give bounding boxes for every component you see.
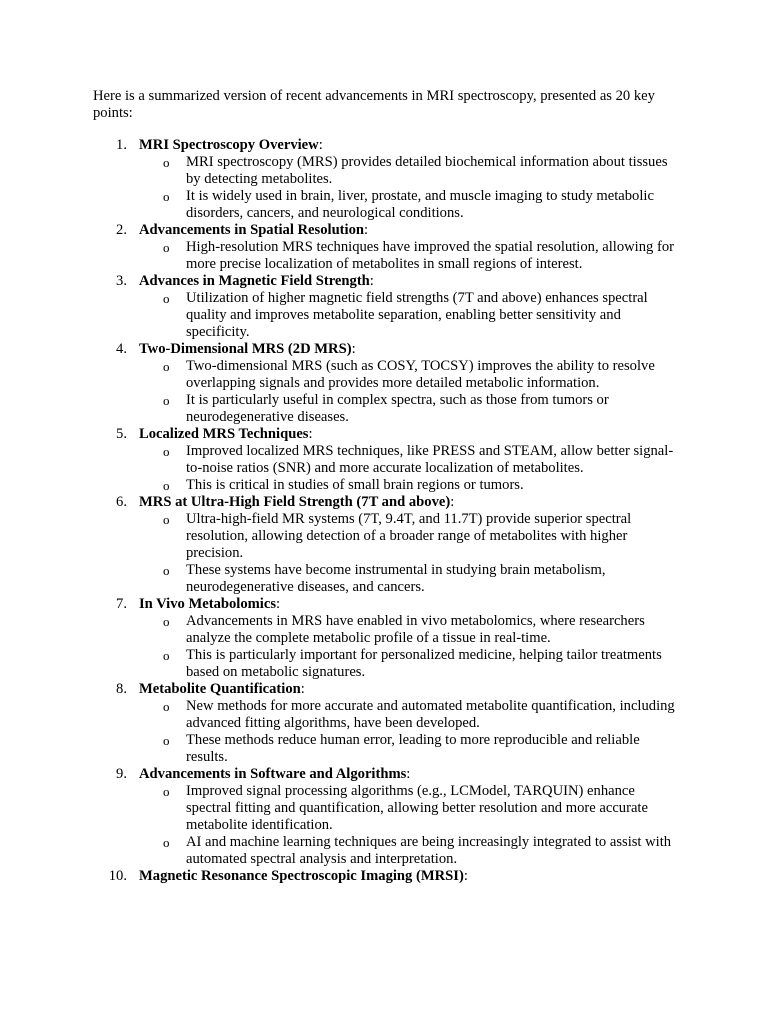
sub-point-list [0, 358, 768, 426]
key-point-title: MRS at Ultra-High Field Strength (7T and above) [139, 494, 451, 510]
key-point-number: 8. [116, 681, 127, 697]
bullet-icon: o [163, 512, 170, 527]
sub-point-item [163, 562, 676, 596]
sub-point-text: Improved localized MRS techniques, like PRESS and STEAM, allow better signal-to-noise ratios (SNR) and more accurate localization of metabolites. [186, 443, 674, 476]
sub-point-text: It is particularly useful in complex spectra, such as those from tumors or neurodegenerative diseases. [186, 392, 609, 425]
sub-point-item [163, 443, 676, 477]
bullet-icon: o [163, 563, 170, 578]
sub-point-text: Ultra-high-field MR systems (7T, 9.4T, and 11.7T) provide superior spectral resolution, allowing detection of a broader range of metabolites with higher precision. [186, 511, 632, 561]
key-point-item [0, 137, 768, 222]
key-point-title: Two-Dimensional MRS (2D MRS) [139, 341, 352, 357]
key-point-heading [139, 494, 768, 511]
sub-point-text: Two-dimensional MRS (such as COSY, TOCSY) improves the ability to resolve overlapping signals and provides more detailed metabolic information. [186, 358, 655, 391]
sub-point-item [163, 358, 676, 392]
key-point-heading [139, 868, 768, 885]
sub-point-item [163, 732, 676, 766]
key-point-title: MRI Spectroscopy Overview [139, 137, 319, 153]
sub-point-item [163, 290, 676, 341]
bullet-icon: o [163, 444, 170, 459]
key-point-heading [139, 341, 768, 358]
sub-point-text: This is particularly important for personalized medicine, helping tailor treatments based on metabolic signatures. [186, 647, 662, 680]
key-point-title: Metabolite Quantification [139, 681, 301, 697]
key-point-colon: : [276, 596, 281, 612]
key-point-title: Localized MRS Techniques [139, 426, 309, 442]
bullet-icon: o [163, 614, 170, 629]
sub-point-item [163, 783, 676, 834]
sub-point-text: Improved signal processing algorithms (e.g., LCModel, TARQUIN) enhance spectral fitting and quantification, allowing better resolution and more accurate metabolite identification. [186, 783, 648, 833]
bullet-icon: o [163, 393, 170, 408]
bullet-icon: o [163, 478, 170, 493]
sub-point-item [163, 188, 676, 222]
bullet-icon: o [163, 648, 170, 663]
key-point-item [0, 681, 768, 766]
key-point-heading [139, 766, 768, 783]
bullet-icon: o [163, 835, 170, 850]
key-point-number: 3. [116, 273, 127, 289]
key-point-number: 5. [116, 426, 127, 442]
key-point-heading [139, 137, 768, 154]
key-point-number: 2. [116, 222, 127, 238]
key-points-list [0, 137, 768, 885]
bullet-icon: o [163, 784, 170, 799]
key-point-item [0, 273, 768, 341]
key-point-item [0, 426, 768, 494]
intro-paragraph: Here is a summarized version of recent advancements in MRI spectroscopy, presented as 20 key points: [93, 88, 655, 121]
key-point-item [0, 868, 768, 885]
sub-point-item [163, 154, 676, 188]
key-point-heading [139, 222, 768, 239]
key-point-colon: : [369, 273, 374, 289]
sub-point-list [0, 239, 768, 273]
key-point-colon: : [351, 341, 356, 357]
sub-point-list [0, 698, 768, 766]
sub-point-text: It is widely used in brain, liver, prostate, and muscle imaging to study metabolic disorders, cancers, and neurological conditions. [186, 188, 654, 221]
key-point-item [0, 494, 768, 596]
key-point-item [0, 766, 768, 868]
key-point-colon: : [308, 426, 313, 442]
sub-point-list [0, 154, 768, 222]
key-point-heading [139, 596, 768, 613]
key-point-item [0, 222, 768, 273]
sub-point-item [163, 613, 676, 647]
sub-point-item [163, 647, 676, 681]
key-point-number: 9. [116, 766, 127, 782]
sub-point-text: AI and machine learning techniques are being increasingly integrated to assist with automated spectral analysis and interpretation. [186, 834, 672, 867]
key-point-item [0, 596, 768, 681]
key-point-title: Advancements in Software and Algorithms [139, 766, 407, 782]
sub-point-text: This is critical in studies of small brain regions or tumors. [186, 477, 524, 493]
key-point-number: 7. [116, 596, 127, 612]
sub-point-text: These methods reduce human error, leading to more reproducible and reliable results. [186, 732, 640, 765]
key-point-colon: : [364, 222, 369, 238]
key-point-item [0, 341, 768, 426]
key-point-heading [139, 273, 768, 290]
bullet-icon: o [163, 155, 170, 170]
bullet-icon: o [163, 733, 170, 748]
key-point-heading [139, 426, 768, 443]
sub-point-item [163, 698, 676, 732]
sub-point-text: MRI spectroscopy (MRS) provides detailed biochemical information about tissues by detecting metabolites. [186, 154, 668, 187]
key-point-number: 1. [116, 137, 127, 153]
sub-point-item [163, 239, 676, 273]
key-point-title: Advancements in Spatial Resolution [139, 222, 365, 238]
bullet-icon: o [163, 359, 170, 374]
sub-point-list [0, 290, 768, 341]
key-point-number: 4. [116, 341, 127, 357]
sub-point-item [163, 511, 676, 562]
key-point-colon: : [406, 766, 411, 782]
bullet-icon: o [163, 189, 170, 204]
key-point-number: 10. [108, 868, 127, 884]
key-point-heading [139, 681, 768, 698]
sub-point-list [0, 613, 768, 681]
key-point-colon: : [463, 868, 468, 884]
bullet-icon: o [163, 291, 170, 306]
sub-point-text: Advancements in MRS have enabled in vivo metabolomics, where researchers analyze the complete metabolic profile of a tissue in real-time. [186, 613, 645, 646]
sub-point-item [163, 834, 676, 868]
bullet-icon: o [163, 240, 170, 255]
sub-point-list [0, 783, 768, 868]
sub-point-text: Utilization of higher magnetic field strengths (7T and above) enhances spectral quality and improves metabolite separation, enabling better sensitivity and specificity. [186, 290, 648, 340]
sub-point-item [163, 477, 676, 494]
key-point-title: Advances in Magnetic Field Strength [139, 273, 370, 289]
key-point-colon: : [318, 137, 323, 153]
sub-point-list [0, 511, 768, 596]
key-point-title: Magnetic Resonance Spectroscopic Imaging (MRSI) [139, 868, 464, 884]
sub-point-text: New methods for more accurate and automated metabolite quantification, including advanced fitting algorithms, have been developed. [186, 698, 675, 731]
sub-point-list [0, 443, 768, 494]
key-point-colon: : [300, 681, 305, 697]
sub-point-item [163, 392, 676, 426]
sub-point-text: High-resolution MRS techniques have improved the spatial resolution, allowing for more precise localization of metabolites in small regions of interest. [186, 239, 674, 272]
bullet-icon: o [163, 699, 170, 714]
sub-point-text: These systems have become instrumental in studying brain metabolism, neurodegenerative diseases, and cancers. [186, 562, 606, 595]
key-point-number: 6. [116, 494, 127, 510]
key-point-colon: : [450, 494, 455, 510]
key-point-title: In Vivo Metabolomics [139, 596, 277, 612]
